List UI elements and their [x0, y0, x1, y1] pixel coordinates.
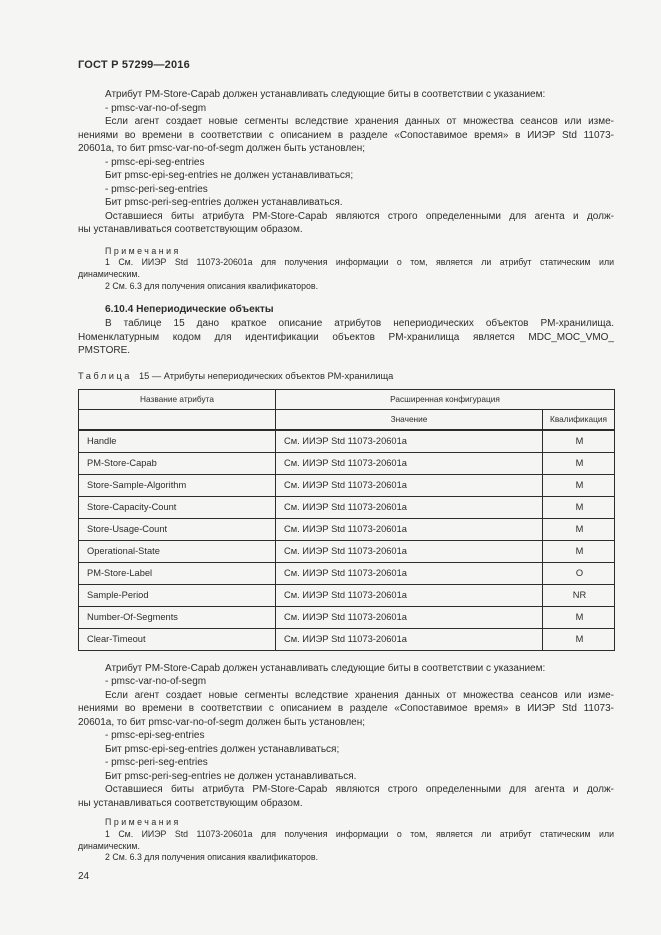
table-row [79, 562, 615, 584]
paragraph-line: ны устанавливаться соответствующим образом. [78, 797, 303, 809]
paragraph-line: Оставшиеся биты атрибута PM-Store-Capab являются строго определенными для агента и долж- [105, 210, 614, 222]
paragraph-line: В таблице 15 дано краткое описание атрибутов непериодических объектов PM-хранилища. [105, 318, 614, 330]
paragraph-line: - pmsc-peri-seg-entries [105, 183, 208, 195]
value-cell: См. ИИЭР Std 11073-20601a [276, 584, 543, 606]
notes-label: Примечания [105, 817, 181, 828]
paragraph-line: ны устанавливаться соответствующим образом. [78, 224, 303, 235]
qualification-cell: M [543, 430, 615, 453]
attribute-name-cell: Handle [79, 430, 276, 453]
paragraph-line: PMSTORE. [78, 345, 131, 357]
qualification-cell: O [543, 562, 615, 584]
paragraph-line: - pmsc-peri-seg-entries [105, 757, 208, 769]
col-header-empty [79, 409, 276, 430]
table-caption-text: 15 — Атрибуты непериодических объектов PM-хранилища [138, 370, 394, 381]
qualification-cell: M [543, 496, 615, 518]
paragraph-line: 20601a, то бит pmsc-var-no-of-segm должен быть установлен; [78, 143, 366, 154]
table-row [79, 584, 615, 606]
attribute-name-cell: PM-Store-Label [79, 562, 276, 584]
qualification-cell: M [543, 628, 615, 650]
value-cell: См. ИИЭР Std 11073-20601a [276, 518, 543, 540]
paragraph-line: нениями во времени в соответствии с описанием в разделе «Сопоставимое время» в ИИЭР Std 11073- [78, 129, 614, 141]
qualification-cell: M [543, 474, 615, 496]
page-number: 24 [78, 871, 90, 883]
col-header-qualification: Квалификация [543, 409, 615, 430]
table-caption [78, 370, 614, 382]
paragraph-block-bottom [78, 662, 614, 811]
paragraph-block-top [78, 88, 614, 237]
note-line: 2 См. 6.3 для получения описания квалификаторов. [105, 852, 319, 863]
attribute-name-cell: Clear-Timeout [79, 628, 276, 650]
paragraph-line: - pmsc-var-no-of-segm [105, 102, 207, 114]
paragraph-line: Бит pmsc-epi-seg-entries должен устанавливаться; [105, 743, 340, 755]
section-heading: 6.10.4 Непериодические объекты [105, 304, 274, 316]
table-row [79, 452, 615, 474]
paragraph-line: Атрибут PM-Store-Capab должен устанавливать следующие биты в соответствии с указанием: [105, 89, 546, 100]
paragraph-line: Атрибут PM-Store-Capab должен устанавливать следующие биты в соответствии с указанием: [105, 662, 546, 674]
note-line: 2 См. 6.3 для получения описания квалификаторов. [105, 280, 319, 291]
attribute-name-cell: PM-Store-Capab [79, 452, 276, 474]
value-cell: См. ИИЭР Std 11073-20601a [276, 496, 543, 518]
paragraph-line: - pmsc-var-no-of-segm [105, 676, 207, 688]
value-cell: См. ИИЭР Std 11073-20601a [276, 452, 543, 474]
table-body [79, 430, 615, 651]
table-header-row-1 [79, 389, 615, 409]
table-caption-word: Таблица [78, 370, 132, 381]
attribute-name-cell: Operational-State [79, 540, 276, 562]
note-line: динамическим. [78, 268, 140, 279]
paragraph-line: - pmsc-epi-seg-entries [105, 156, 205, 168]
table-header-row-2 [79, 409, 615, 430]
table-row [79, 518, 615, 540]
value-cell: См. ИИЭР Std 11073-20601a [276, 562, 543, 584]
value-cell: См. ИИЭР Std 11073-20601a [276, 628, 543, 650]
col-header-attribute-name: Название атрибута [79, 389, 276, 409]
attribute-name-cell: Store-Sample-Algorithm [79, 474, 276, 496]
notes-block-bottom [78, 817, 614, 864]
paragraph-line: Оставшиеся биты атрибута PM-Store-Capab являются строго определенными для агента и долж- [105, 784, 614, 796]
paragraph-line: Если агент создает новые сегменты вследствие хранения данных от множества сеансов или изме- [105, 689, 614, 701]
table-row [79, 540, 615, 562]
qualification-cell: M [543, 452, 615, 474]
paragraph-line: Бит pmsc-peri-seg-entries должен устанавливаться. [105, 197, 343, 208]
attribute-name-cell: Number-Of-Segments [79, 606, 276, 628]
note-line: динамическим. [78, 840, 140, 851]
notes-lines [78, 829, 614, 864]
attribute-name-cell: Sample-Period [79, 584, 276, 606]
value-cell: См. ИИЭР Std 11073-20601a [276, 540, 543, 562]
table-row [79, 606, 615, 628]
paragraph-line: нениями во времени в соответствии с описанием в разделе «Сопоставимое время» в ИИЭР Std 11073- [78, 703, 614, 715]
qualification-cell: M [543, 540, 615, 562]
notes-lines [78, 257, 614, 292]
table-row [79, 628, 615, 650]
intro-paragraph [78, 317, 614, 358]
attribute-name-cell: Store-Capacity-Count [79, 496, 276, 518]
note-line: 1 См. ИИЭР Std 11073-20601a для получения информации о том, является ли атрибут статическим или [105, 257, 614, 268]
qualification-cell: M [543, 606, 615, 628]
col-header-extended-config: Расширенная конфигурация [276, 389, 615, 409]
notes-block-top [78, 246, 614, 293]
paragraph-line: - pmsc-epi-seg-entries [105, 730, 205, 742]
value-cell: См. ИИЭР Std 11073-20601a [276, 606, 543, 628]
qualification-cell: M [543, 518, 615, 540]
col-header-value: Значение [276, 409, 543, 430]
qualification-cell: NR [543, 584, 615, 606]
table-header [79, 389, 615, 430]
paragraph-line: Если агент создает новые сегменты вследствие хранения данных от множества сеансов или изме- [105, 116, 614, 127]
value-cell: См. ИИЭР Std 11073-20601a [276, 430, 543, 453]
table-row [79, 496, 615, 518]
paragraph-line: 20601a, то бит pmsc-var-no-of-segm должен быть установлен; [78, 716, 366, 728]
attributes-table [78, 389, 615, 651]
paragraph-line: Номенклатурным кодом для идентификации объектов PM-хранилища является MDC_MOC_VMO_ [78, 331, 614, 343]
value-cell: См. ИИЭР Std 11073-20601a [276, 474, 543, 496]
paragraph-line: Бит pmsc-epi-seg-entries не должен устанавливаться; [105, 170, 354, 181]
attribute-name-cell: Store-Usage-Count [79, 518, 276, 540]
paragraph-line: Бит pmsc-peri-seg-entries не должен устанавливаться. [105, 770, 357, 782]
notes-label: Примечания [105, 245, 181, 256]
document-number-header: ГОСТ Р 57299—2016 [78, 59, 190, 71]
table-row [79, 430, 615, 453]
table-row [79, 474, 615, 496]
note-line: 1 См. ИИЭР Std 11073-20601a для получения информации о том, является ли атрибут статическим или [105, 829, 614, 840]
